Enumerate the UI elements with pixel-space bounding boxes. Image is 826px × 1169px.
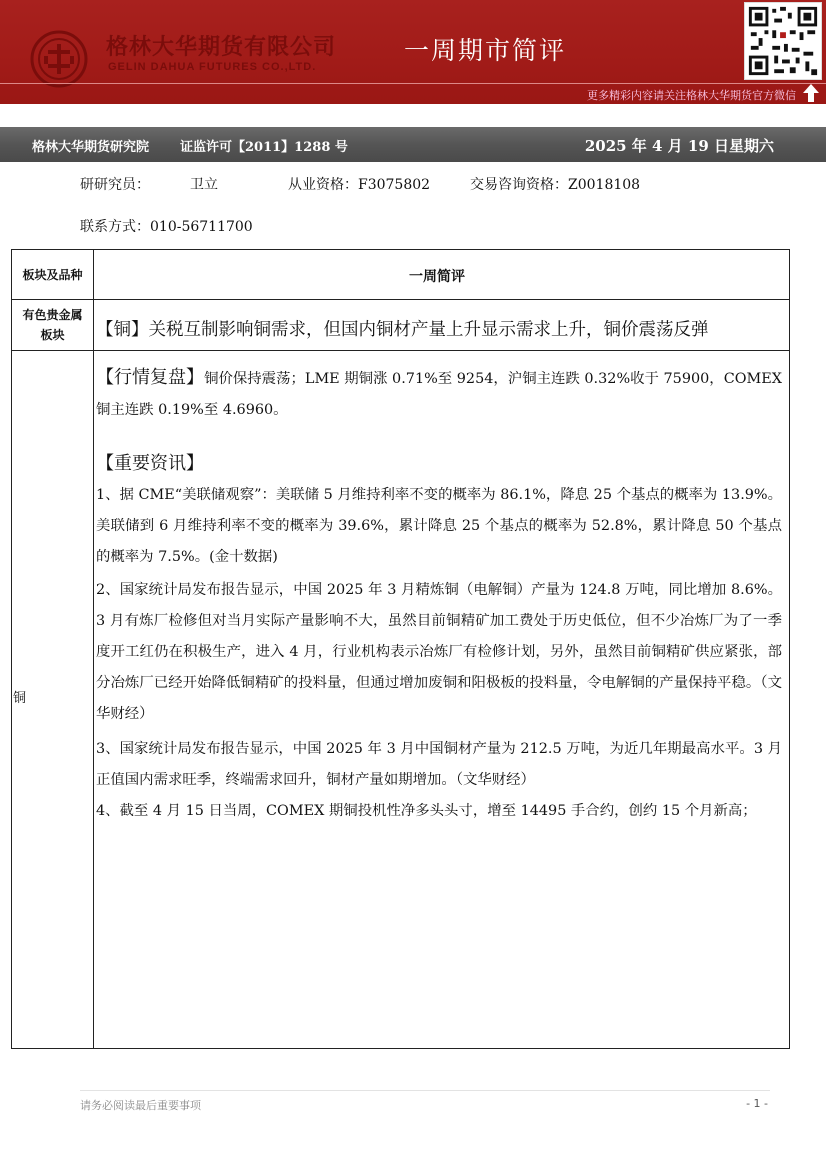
copper-headline: 【铜】关税互制影响铜需求，但国内铜材产量上升显示需求上升，铜价震荡反弹 <box>96 320 709 340</box>
report-title: 一周期市简评 <box>404 36 567 65</box>
table-column-divider <box>93 249 94 1049</box>
news-item: 3、国家统计局发布报告显示，中国 2025 年 3 月中国铜材产量为 212.5 万吨，为近几年期最高水平。3 月正值国内需求旺季，终端需求回升，铜材产量如期增加。（文华财经） <box>96 741 782 788</box>
report-date: 2025 年 4 月 19 日星期六 <box>584 137 774 155</box>
review-paragraph <box>96 362 782 426</box>
sector-label-line2: 板块 <box>40 328 65 342</box>
company-logo-icon <box>30 30 88 88</box>
researcher-title-label: 研研究员： <box>80 177 150 193</box>
page-number: - 1 - <box>746 1097 768 1110</box>
follow-wechat-text: 更多精彩内容请关注格林大华期货官方微信 <box>587 89 796 102</box>
researcher-consult-qualification: 交易咨询资格：Z0018108 <box>470 177 641 193</box>
news-item: 2、国家统计局发布报告显示，中国 2025 年 3 月精炼铜（电解铜）产量为 124.8 万吨，同比增加 8.6%。3 月有炼厂检修但对当月实际产量影响不大，虽然目前铜精矿加工费处于历史低位，但不少冶炼厂为了一季度开工红仍在积极生产，进入 4 月，行业机构表示冶炼厂有检修计划，另外，虽然目前铜精矿供应紧张，部分冶炼厂已经开始降低铜精矿的投料量，但通过增加废铜和阳极板的投料量，令电解铜的产量保持平稳。（文华财经） <box>96 582 782 722</box>
news-item: 4、截至 4 月 15 日当周，COMEX 期铜投机性净多头头寸，增至 14495 手合约，创约 15 个月新高； <box>96 803 757 819</box>
table-row-divider <box>11 350 790 351</box>
column-header-sector: 板块及品种 <box>22 268 83 282</box>
contact-info: 联系方式：010-56711700 <box>80 219 253 235</box>
license-number: 证监许可【2011】1288 号 <box>180 140 348 155</box>
table-row-divider <box>11 299 790 300</box>
researcher-name: 卫立 <box>190 177 218 193</box>
company-name-cn: 格林大华期货有限公司 <box>106 35 337 60</box>
review-text: 铜价保持震荡；LME 期铜涨 0.71%至 9254，沪铜主连跌 0.32%收于 75900，COMEX 铜主连跌 0.19%至 4.6960。 <box>96 371 783 418</box>
company-name-en: GELIN DAHUA FUTURES CO.,LTD. <box>108 61 317 73</box>
wechat-qr-code-icon <box>744 2 822 80</box>
review-section-head: 【行情复盘】 <box>96 367 205 388</box>
footer-disclaimer-note: 请务必阅读最后重要事项 <box>80 1099 201 1112</box>
news-section <box>96 448 782 827</box>
institute-name: 格林大华期货研究院 <box>32 140 150 155</box>
column-header-review: 一周简评 <box>409 269 465 285</box>
news-item: 1、据 CME“美联储观察”：美联储 5 月维持利率不变的概率为 86.1%，降息 25 个基点的概率为 13.9%。美联储到 6 月维持利率不变的概率为 39.6%，累计降息 25 个基点的概率为 52.8%，累计降息 50 个基点的概率为 7.5%。(金十数据) <box>96 487 782 565</box>
sector-label-line1: 有色贵金属 <box>22 308 83 322</box>
researcher-qualification: 从业资格：F3075802 <box>288 177 431 193</box>
up-arrow-icon <box>802 83 820 103</box>
news-section-head: 【重要资讯】 <box>96 453 204 474</box>
item-label-copper: 铜 <box>13 691 27 706</box>
footer-divider <box>80 1090 770 1091</box>
